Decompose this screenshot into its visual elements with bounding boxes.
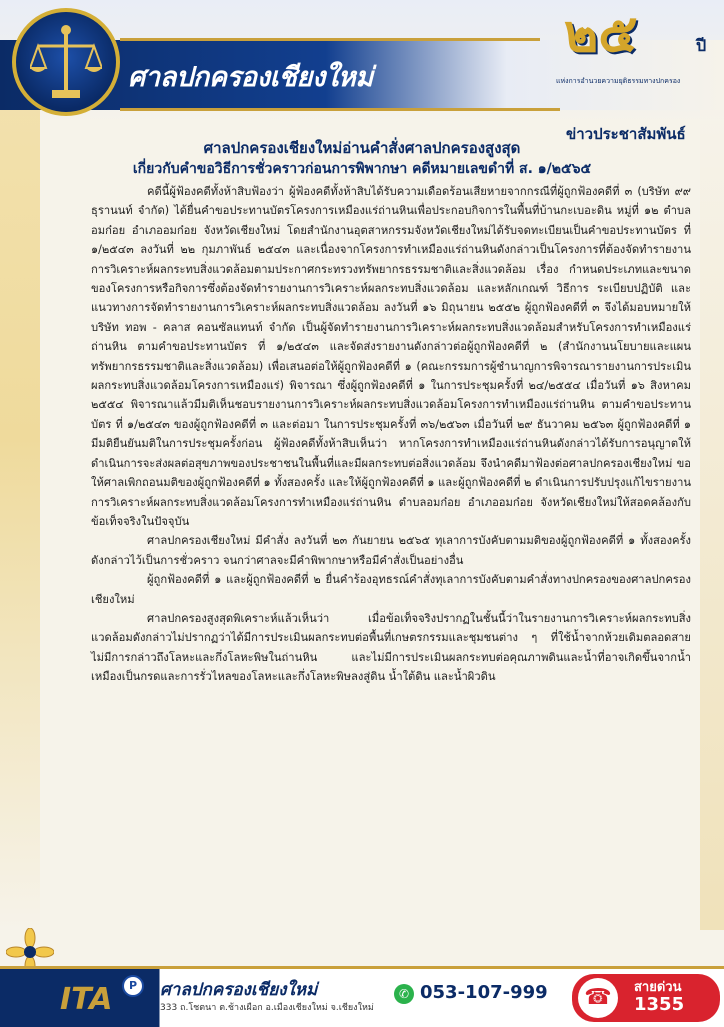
article-paragraph: ศาลปกครองสูงสุดพิเคราะห์แล้วเห็นว่า เมื่อข้อเท็จจริงปรากฏในชั้นนี้ว่าในรายงานการวิเคราะห์ผลกระทบสิ่งแวดล้อมดังกล่าวไม่ปรากฏว่าได้มีการประเมินผลกระทบต่อพื้นที่เกษตรกรรมและชุมชนต่าง ๆ ที่ใช้น้ำจากห้วยเดิมตลอดสายไม่มีการกล่าวถึงโลหะและกึ่งโลหะพิษในถ่านหิน และไม่มีการประเมินผลกระทบต่อคุณภาพดินและน้ำที่อาจเกิดขึ้นจากน้ำเหมืองเป็นกรดและการรั่วไหลของโลหะและกึ่งโลหะพิษลงสู่ดิน น้ำใต้ดิน และน้ำผิวดิน (91, 611, 691, 684)
article-paragraph: ผู้ถูกฟ้องคดีที่ ๑ และผู้ถูกฟ้องคดีที่ ๒ ยื่นคำร้องอุทธรณ์คำสั่งทุเลาการบังคับตามคำสั่งทางปกครองของศาลปกครองเชียงใหม่ (91, 573, 691, 606)
left-decoration (0, 110, 40, 930)
anniversary-subtitle: แห่งการอำนวยความยุติธรรมทางปกครอง (556, 77, 681, 85)
anniversary-logo (548, 4, 718, 94)
anniversary-unit: ปี (696, 36, 707, 55)
section-label: ข่าวประชาสัมพันธ์ (566, 125, 686, 143)
court-emblem-logo (12, 8, 120, 116)
ita-logo: ITA (60, 982, 113, 1017)
scales-of-justice-icon (30, 24, 102, 104)
footer-phone[interactable]: 053-107-999 (420, 982, 548, 1003)
p-logo-icon: P (122, 975, 144, 997)
article-paragraph: คดีนี้ผู้ฟ้องคดีทั้งห้าสิบฟ้องว่า ผู้ฟ้องคดีทั้งห้าสิบได้รับความเดือดร้อนเสียหายจากกรณีที่ผู้ถูกฟ้องคดีที่ ๓ (บริษัท ๙๙ ธุรานนท์ จำกัด) ได้ยื่นคำขอประทานบัตรโครงการเหมืองแร่ถ่านหินเพื่อประกอบกิจการในพื้นที่บ้านกะเบอะดิน หมู่ที่ ๑๒ ตำบลอมก๋อย อำเภออมก๋อย จังหวัดเชียงใหม่ โดยสำนักงานอุตสาหกรรมจังหวัดเชียงใหม่ได้รับจดทะเบียนเป็นคำขอประทานบัตร ที่ ๑/๒๕๔๓ ลงวันที่ ๒๒ กุมภาพันธ์ ๒๕๔๓ และเนื่องจากโครงการทำเหมืองแร่ถ่านหินดังกล่าวเป็นโครงการที่ต้องจัดทำรายงานการวิเคราะห์ผลกระทบสิ่งแวดล้อมตามประกาศกระทรวงทรัพยากรธรรมชาติและสิ่งแวดล้อม เรื่อง กำหนดประเภทและขนาดของโครงการหรือกิจการซึ่งต้องจัดทำรายงานการวิเคราะห์ผลกระทบสิ่งแวดล้อม และหลักเกณฑ์ วิธีการ ระเบียบปฏิบัติ และแนวทางการจัดทำรายงานการวิเคราะห์ผลกระทบสิ่งแวดล้อม ลงวันที่ ๑๖ มิถุนายน ๒๕๕๒ ผู้ถูกฟ้องคดีที่ ๓ จึงได้มอบหมายให้บริษัท ทอพ - คลาส คอนซัลแทนท์ จำกัด เป็นผู้จัดทำรายงานการวิเคราะห์ผลกระทบสิ่งแวดล้อมสำหรับโครงการทำเหมืองแร่ถ่านหิน ตามคำขอประทานบัตร ที่ ๑/๒๕๔๓ และจัดส่งรายงานดังกล่าวต่อผู้ถูกฟ้องคดีที่ ๒ (สำนักงานนโยบายและแผนทรัพยากรธรรมชาติและสิ่งแวดล้อม) เพื่อเสนอต่อให้ผู้ถูกฟ้องคดีที่ ๑ (คณะกรรมการผู้ชำนาญการพิจารณารายงานการประเมินผลกระทบสิ่งแวดล้อมโครงการเหมืองแร่) พิจารณา ซึ่งผู้ถูกฟ้องคดีที่ ๑ ในการประชุมครั้งที่ ๒๔/๒๕๕๔ เมื่อวันที่ ๑๖ สิงหาคม ๒๕๕๔ พิจารณาแล้วมีมติเห็นชอบรายงานการวิเคราะห์ผลกระทบสิ่งแวดล้อมโครงการทำเหมืองแร่ถ่านหิน ตามคำขอประทานบัตร ที่ ๑/๒๕๔๓ ของผู้ถูกฟ้องคดีที่ ๓ และต่อมา ในการประชุมครั้งที่ ๓๖/๒๕๖๓ เมื่อวันที่ ๒๙ ธันวาคม ๒๕๖๓ ผู้ถูกฟ้องคดีที่ ๑ มีมติยืนยันมติในการประชุมครั้งก่อน ผู้ฟ้องคดีทั้งห้าสิบเห็นว่า หากโครงการทำเหมืองแร่ถ่านหินดังกล่าวได้รับการอนุญาตให้ดำเนินการจะส่งผลต่อสุขภาพของประชาชนในพื้นที่และมีผลกระทบต่อสิ่งแวดล้อม จึงนำคดีมาฟ้องต่อศาลปกครองเชียงใหม่ ขอให้ศาลเพิกถอนมติของผู้ถูกฟ้องคดีที่ ๑ ทั้งสองครั้ง และให้ผู้ถูกฟ้องคดีที่ ๑ และผู้ถูกฟ้องคดีที่ ๒ ดำเนินการปรับปรุงแก้ไขรายงานการวิเคราะห์ผลกระทบสิ่งแวดล้อมโครงการทำเหมืองแร่ถ่านหิน ตำบลอมก๋อย อำเภออมก๋อย จังหวัดเชียงใหม่ให้สอดคล้องกับข้อเท็จจริงในปัจจุบัน (91, 185, 691, 528)
court-title: ศาลปกครองเชียงใหม่ (128, 62, 373, 93)
gold-rule-top (120, 38, 540, 41)
article-body (91, 182, 691, 687)
hotline-label: สายด่วน (634, 980, 682, 995)
hotline-number[interactable]: 1355 (634, 994, 685, 1015)
footer-court-name: ศาลปกครองเชียงใหม่ (160, 980, 318, 1000)
headline-line-1: ศาลปกครองเชียงใหม่อ่านคำสั่งศาลปกครองสูงสุด (203, 139, 521, 157)
right-decoration (700, 110, 724, 930)
article-paragraph: ศาลปกครองเชียงใหม่ มีคำสั่ง ลงวันที่ ๒๓ กันยายน ๒๕๖๕ ทุเลาการบังคับตามมติของผู้ถูกฟ้องคดีที่ ๑ ทั้งสองครั้งดังกล่าวไว้เป็นการชั่วคราว จนกว่าศาลจะมีคำพิพากษาหรือมีคำสั่งเป็นอย่างอื่น (91, 534, 691, 567)
anniversary-number: ๒๕ (564, 4, 638, 64)
phone-icon: ✆ (394, 984, 414, 1004)
hotline-phone-icon: ☎ (578, 978, 618, 1018)
gold-rule-bottom (120, 108, 560, 111)
footer-address: 333 ถ.โชตนา ต.ช้างเผือก อ.เมืองเชียงใหม่ จ.เชียงใหม่ (160, 1003, 374, 1013)
headline-line-2: เกี่ยวกับคำขอวิธีการชั่วคราวก่อนการพิพากษา คดีหมายเลขดำที่ ส. ๑/๒๕๖๕ (132, 161, 592, 177)
